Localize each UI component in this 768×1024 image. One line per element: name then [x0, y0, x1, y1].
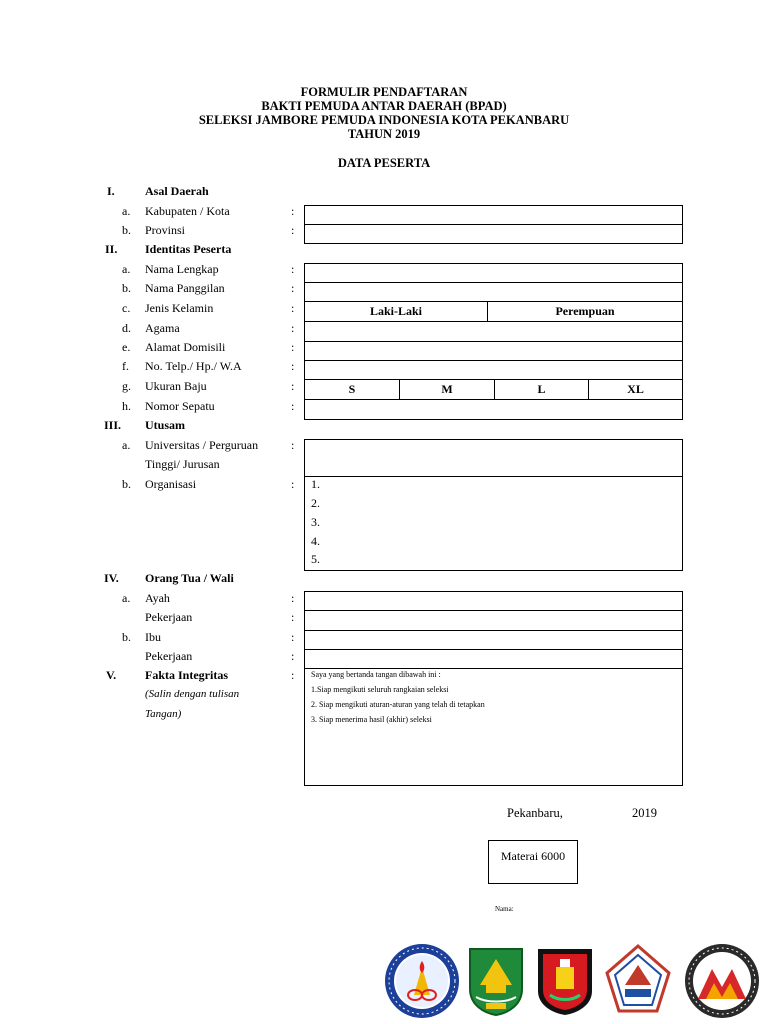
colon: :	[291, 359, 295, 373]
item-letter: e.	[122, 340, 131, 354]
section-title: Asal Daerah	[145, 184, 209, 198]
riau-province-logo	[466, 945, 526, 1017]
ayah-label: Ayah	[145, 591, 170, 605]
org-item-1: 1.	[311, 477, 320, 491]
section-number: V.	[106, 668, 117, 682]
nomor-sepatu-field[interactable]	[304, 399, 683, 420]
selection-title: SELEKSI JAMBORE PEMUDA INDONESIA KOTA PEKANBARU	[198, 113, 570, 127]
size-option-m[interactable]: M	[441, 382, 453, 396]
item-letter: a.	[122, 591, 131, 605]
item-letter: h.	[122, 399, 131, 413]
section-number: I.	[107, 184, 115, 198]
telp-field[interactable]	[304, 360, 683, 380]
org-item-5: 5.	[311, 552, 320, 566]
kabupaten-field[interactable]	[304, 205, 683, 225]
gender-option-male[interactable]: Laki-Laki	[369, 304, 423, 318]
colon: :	[291, 281, 295, 295]
section-number: IV.	[104, 571, 119, 585]
jenis-kelamin-label: Jenis Kelamin	[145, 301, 214, 315]
universitas-label: Universitas / Perguruan	[145, 438, 259, 452]
item-letter: a.	[122, 204, 131, 218]
colon: :	[291, 668, 295, 682]
item-letter: d.	[122, 321, 131, 335]
colon: :	[291, 321, 295, 335]
program-title: BAKTI PEMUDA ANTAR DAERAH (BPAD)	[261, 99, 507, 113]
nama-lengkap-field[interactable]	[304, 263, 683, 283]
colon: :	[291, 223, 295, 237]
statement-point-1: 1.Siap mengikuti seluruh rangkaian seleksi	[311, 685, 449, 694]
item-letter: b.	[122, 281, 131, 295]
size-option-l[interactable]: L	[537, 382, 546, 396]
item-letter: f.	[122, 359, 129, 373]
item-letter: b.	[122, 477, 131, 491]
gender-option-female[interactable]: Perempuan	[555, 304, 615, 318]
organisasi-label: Organisasi	[145, 477, 197, 491]
kemenpora-logo	[384, 943, 460, 1019]
colon: :	[291, 340, 295, 354]
pekerjaan-ayah-field[interactable]	[304, 610, 683, 631]
org-item-4: 4.	[311, 534, 320, 548]
section-title: Orang Tua / Wali	[145, 571, 234, 585]
stamp-label: Materai 6000	[500, 849, 566, 863]
agama-field[interactable]	[304, 321, 683, 342]
item-letter: g.	[122, 379, 131, 393]
section-title: Fakta Integritas	[145, 668, 228, 682]
ayah-field[interactable]	[304, 591, 683, 611]
nama-panggilan-field[interactable]	[304, 282, 683, 302]
colon: :	[291, 301, 295, 315]
statement-point-2: 2. Siap mengikuti aturan-aturan yang telah di tetapkan	[311, 700, 485, 709]
universitas-label-line2: Tinggi/ Jurusan	[145, 457, 220, 471]
section-number: III.	[104, 418, 122, 432]
signature-name-label: Nama:	[495, 905, 514, 913]
colon: :	[291, 610, 295, 624]
ukuran-baju-options	[304, 379, 683, 400]
telp-label: No. Telp./ Hp./ W.A	[145, 359, 242, 373]
year-title: TAHUN 2019	[347, 127, 421, 141]
form-title: FORMULIR PENDAFTARAN	[300, 85, 468, 99]
jenis-kelamin-options	[304, 301, 683, 322]
colon: :	[291, 379, 295, 393]
section-title: Identitas Peserta	[145, 242, 232, 256]
colon: :	[291, 204, 295, 218]
size-option-s[interactable]: S	[348, 382, 356, 396]
nama-lengkap-label: Nama Lengkap	[145, 262, 219, 276]
pekerjaan-ayah-label: Pekerjaan	[145, 610, 193, 624]
item-letter: c.	[122, 301, 131, 315]
alamat-label: Alamat Domisili	[145, 340, 226, 354]
handwriting-note: (Salin dengan tulisan	[145, 688, 240, 700]
agama-label: Agama	[145, 321, 180, 335]
item-letter: b.	[122, 223, 131, 237]
kabupaten-label: Kabupaten / Kota	[145, 204, 230, 218]
pekanbaru-city-logo	[534, 945, 596, 1017]
kpmi-logo	[603, 943, 673, 1015]
nama-panggilan-label: Nama Panggilan	[145, 281, 225, 295]
universitas-field[interactable]	[304, 439, 683, 477]
colon: :	[291, 649, 295, 663]
stamp-box	[488, 840, 578, 884]
item-letter: a.	[122, 262, 131, 276]
colon: :	[291, 399, 295, 413]
ukuran-baju-label: Ukuran Baju	[145, 379, 207, 393]
colon: :	[291, 591, 295, 605]
item-letter: a.	[122, 438, 131, 452]
integrity-statement-box[interactable]	[304, 668, 683, 786]
handwriting-note-line2: Tangan)	[145, 708, 182, 720]
ibu-field[interactable]	[304, 630, 683, 650]
pekerjaan-ibu-label: Pekerjaan	[145, 649, 193, 663]
colon: :	[291, 262, 295, 276]
nomor-sepatu-label: Nomor Sepatu	[145, 399, 215, 413]
colon: :	[291, 630, 295, 644]
ibu-label: Ibu	[145, 630, 161, 644]
pekerjaan-ibu-field[interactable]	[304, 649, 683, 669]
section-title: Utusam	[145, 418, 186, 432]
statement-point-3: 3. Siap menerima hasil (akhir) seleksi	[311, 715, 432, 724]
section-heading: DATA PESERTA	[337, 156, 431, 170]
statement-intro: Saya yang bertanda tangan dibawah ini :	[311, 670, 441, 679]
provinsi-field[interactable]	[304, 224, 683, 244]
colon: :	[291, 477, 295, 491]
size-option-xl[interactable]: XL	[627, 382, 644, 396]
colon: :	[291, 438, 295, 452]
organisasi-field[interactable]	[304, 476, 683, 571]
signature-year: 2019	[632, 806, 657, 820]
alamat-field[interactable]	[304, 341, 683, 361]
org-item-3: 3.	[311, 515, 320, 529]
org-item-2: 2.	[311, 496, 320, 510]
provinsi-label: Provinsi	[145, 223, 186, 237]
section-number: II.	[105, 242, 118, 256]
item-letter: b.	[122, 630, 131, 644]
bpad-logo	[684, 943, 760, 1019]
signature-city: Pekanbaru,	[507, 806, 563, 820]
